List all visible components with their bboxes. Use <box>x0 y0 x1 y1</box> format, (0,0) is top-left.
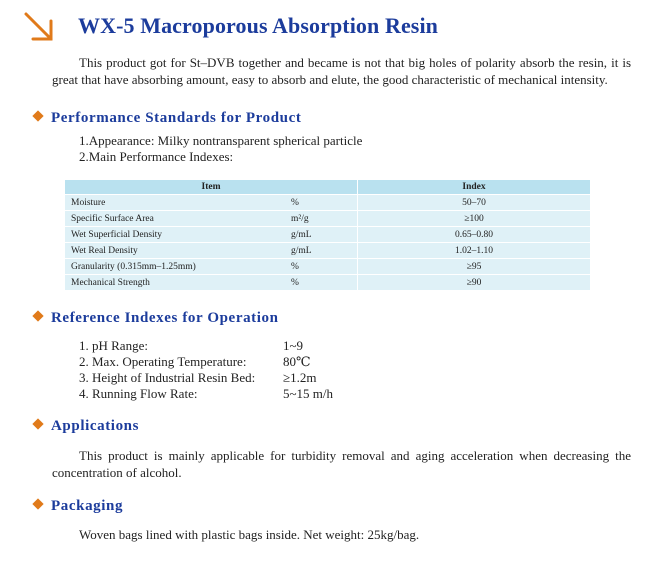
list-item <box>79 386 333 402</box>
operation-label: 1. pH Range: <box>79 338 148 353</box>
diamond-bullet-icon <box>32 418 43 429</box>
item-name: Specific Surface Area <box>71 213 154 224</box>
applications-paragraph: This product is mainly applicable for turbidity removal and aging acceleration when decreasing the concentration of alcohol. <box>52 448 631 480</box>
table-cell-index: 1.02–1.10 <box>358 243 591 259</box>
table-header-row <box>65 180 591 195</box>
list-item <box>79 354 333 370</box>
main-indexes-line: 2.Main Performance Indexes: <box>79 149 234 164</box>
diamond-bullet-icon <box>32 498 43 509</box>
packaging-text: Woven bags lined with plastic bags inside. Net weight: 25kg/bag. <box>79 527 420 542</box>
section-heading-reference: Reference Indexes for Operation <box>34 310 279 327</box>
item-name: Moisture <box>71 197 106 208</box>
table-header-index: Index <box>358 180 591 195</box>
performance-table <box>64 179 591 291</box>
table-row <box>65 227 591 243</box>
table-cell-index: ≥100 <box>358 211 591 227</box>
operation-indexes-list <box>79 338 333 402</box>
table-row <box>65 195 591 211</box>
section-heading-performance: Performance Standards for Product <box>34 110 301 127</box>
operation-value: 1~9 <box>283 338 304 353</box>
page-title: WX-5 Macroporous Absorption Resin <box>78 13 439 38</box>
item-name: Granularity (0.315mm–1.25mm) <box>71 261 196 272</box>
operation-label: 3. Height of Industrial Resin Bed: <box>79 370 256 385</box>
table-row <box>65 275 591 291</box>
table-cell-item <box>65 211 358 227</box>
table-cell-index: 50–70 <box>358 195 591 211</box>
item-name: Wet Superficial Density <box>71 229 163 240</box>
table-cell-index: ≥95 <box>358 259 591 275</box>
table-cell-index: 0.65–0.80 <box>358 227 591 243</box>
section-heading-packaging: Packaging <box>34 498 123 515</box>
operation-value: ≥1.2m <box>283 370 317 385</box>
operation-value: 80℃ <box>283 354 311 369</box>
item-unit: g/mL <box>291 245 312 256</box>
operation-label: 4. Running Flow Rate: <box>79 386 198 401</box>
table-cell-item <box>65 227 358 243</box>
appearance-line: 1.Appearance: Milky nontransparent spherical particle <box>79 133 363 148</box>
table-row <box>65 259 591 275</box>
table-cell-item <box>65 243 358 259</box>
item-name: Mechanical Strength <box>71 277 150 288</box>
item-unit: g/mL <box>291 229 312 240</box>
item-unit: % <box>291 277 299 288</box>
operation-value: 5~15 m/h <box>283 386 334 401</box>
table-cell-index: ≥90 <box>358 275 591 291</box>
arrow-down-right-icon <box>22 10 58 46</box>
item-unit: % <box>291 197 299 208</box>
diamond-bullet-icon <box>32 310 43 321</box>
table-row <box>65 211 591 227</box>
list-item <box>79 370 333 386</box>
intro-paragraph: This product got for St–DVB together and became is not that big holes of polarity absorb the resin, it is great that have absorbing amount, easy to absorb and elute, the good characteristic of mechanical intensity. <box>52 55 631 87</box>
table-cell-item <box>65 195 358 211</box>
section-heading-applications: Applications <box>34 418 139 435</box>
table-cell-item <box>65 259 358 275</box>
table-header-item: Item <box>65 180 358 195</box>
table-row <box>65 243 591 259</box>
operation-label: 2. Max. Operating Temperature: <box>79 354 247 369</box>
table-cell-item <box>65 275 358 291</box>
list-item <box>79 338 333 354</box>
item-unit: m²/g <box>291 213 309 224</box>
item-unit: % <box>291 261 299 272</box>
diamond-bullet-icon <box>32 110 43 121</box>
item-name: Wet Real Density <box>71 245 138 256</box>
